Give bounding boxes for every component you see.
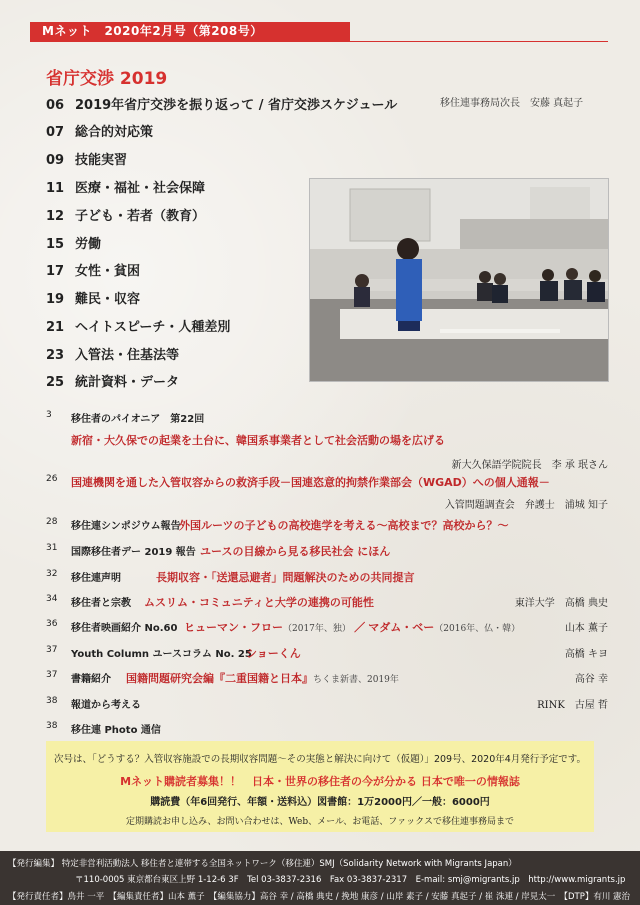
header-rule: [30, 41, 608, 42]
film-info-1: （2017年、独）: [283, 624, 351, 634]
article-title: 新宿・大久保での起業を土台に、韓国系事業者として社会活動の場を広げる: [71, 434, 445, 447]
film-separator: ／: [354, 621, 366, 634]
toc-title: 労働: [75, 237, 102, 252]
toc-title: 技能実習: [75, 153, 128, 168]
toc-item[interactable]: [46, 121, 153, 143]
toc-page-number: 11: [46, 181, 65, 196]
book-title: 国籍問題研究会編『二重国籍と日本』: [126, 672, 313, 685]
toc-item[interactable]: [46, 149, 127, 171]
article-label: 移住者と宗教: [71, 598, 131, 609]
film-title-1: ヒューマン・フロー: [184, 621, 283, 634]
book-info: ちくま新書、2019年: [313, 675, 399, 685]
article-label: 書籍紹介: [71, 674, 111, 685]
toc-item[interactable]: [46, 177, 205, 199]
article-label: 移住者映画紹介 No.60: [71, 623, 178, 634]
subscription-price: 購読費（年6回発行、年額・送料込）図書館：1万2000円／一般：6000円: [150, 797, 490, 808]
article-page-number: 36: [46, 619, 58, 629]
subscription-contact: 定期購読お申し込み、お問い合わせは、Web、メール、お電話、ファックスで移住連事務局まで: [126, 817, 514, 827]
toc-item[interactable]: [46, 233, 101, 255]
toc-page-number: 21: [46, 320, 65, 335]
article-label: Youth Column ユースコラム No. 25: [71, 649, 252, 660]
article-title: ショーくん: [246, 647, 301, 660]
article-author: 東洋大学 高橋 典史: [514, 598, 608, 609]
toc-item[interactable]: [46, 205, 205, 227]
film-title-2: マダム・ベー: [368, 621, 435, 634]
footer-credits: 【発行責任者】鳥井 一平 【編集責任者】山本 薫子 【編集協力】高谷 幸 / 高橋 典史 / 挽地 康彦 / 山岸 素子 / 安藤 真起子 / 崔 洙連 / 岸見太一 【DTP】有川 憲治: [8, 892, 631, 902]
article-label: 国際移住者デー 2019 報告: [71, 547, 196, 558]
article-author: 高谷 幸: [574, 674, 608, 685]
article-author: RINK 古屋 哲: [537, 700, 608, 711]
article-page-number: 3: [46, 410, 52, 420]
toc-item[interactable]: [46, 344, 179, 366]
film-info-2: （2016年、仏・韓）: [434, 624, 521, 634]
article-label: 移住連声明: [71, 573, 121, 584]
toc-title: 女性・貧困: [75, 264, 141, 279]
toc-item[interactable]: [46, 288, 140, 310]
toc-title: 統計資料・データ: [75, 375, 180, 390]
article-page-number: 31: [46, 543, 58, 553]
article-page-number: 38: [46, 721, 58, 731]
toc-page-number: 25: [46, 375, 65, 390]
article-page-number: 37: [46, 670, 58, 680]
article-label: 移住連シンポジウム報告: [71, 521, 181, 532]
subscription-notice: [46, 741, 594, 832]
article-title: 国連機関を通した入管収容からの救済手段－国連恣意的拘禁作業部会（WGAD）への個人通報－: [71, 476, 550, 489]
article-title: 外国ルーツの子どもの高校進学を考える～高校まで？高校から？～: [179, 519, 509, 532]
article-title: 長期収容・「送還忌避者」問題解決のための共同提言: [156, 571, 415, 584]
article-title: ユースの目線から見る移民社会 にほん: [200, 545, 391, 558]
article-page-number: 38: [46, 696, 58, 706]
article-label: 移住者のパイオニア 第22回: [71, 414, 205, 425]
issue-header: Mネット 2020年2月号（第208号）: [30, 22, 350, 41]
toc-page-number: 06: [46, 98, 65, 113]
toc-page-number: 12: [46, 209, 65, 224]
toc-item[interactable]: [46, 94, 584, 116]
toc-page-number: 17: [46, 264, 65, 279]
publisher-footer: [0, 851, 640, 905]
toc-page-number: 23: [46, 348, 65, 363]
section-title: 省庁交渉 2019: [46, 69, 168, 89]
toc-page-number: 15: [46, 237, 65, 252]
article-page-number: 26: [46, 474, 58, 484]
toc-title: 医療・福祉・社会保障: [75, 181, 206, 196]
article-label: 移住連 Photo 通信: [71, 725, 161, 736]
article-author: 入管問題調査会 弁護士 浦城 知子: [444, 500, 608, 511]
article-author: 新大久保語学院院長 李 承 珉さん: [451, 460, 608, 471]
meeting-photo-illustration: [310, 179, 609, 382]
article-page-number: 37: [46, 645, 58, 655]
article-page-number: 34: [46, 594, 58, 604]
toc-title: 入管法・住基法等: [75, 348, 180, 363]
toc-title: 総合的対応策: [75, 125, 154, 140]
toc-page-number: 07: [46, 125, 65, 140]
meeting-photo: [309, 178, 609, 382]
article-author: 高橋 キヨ: [564, 649, 608, 660]
footer-publisher: 【発行編集】 特定非営利活動法人 移住者と連帯する全国ネットワーク（移住連）SMJ（Solidarity Network with Migrants Japan）: [8, 859, 517, 869]
next-issue-text: 次号は、「どうする？入管収容施設での長期収容問題～その実態と解決に向けて（仮題）」209号、2020年4月発行予定です。: [53, 754, 587, 765]
toc-title: 難民・収容: [75, 292, 141, 307]
article-page-number: 28: [46, 517, 58, 527]
article-author: 山本 薫子: [564, 623, 608, 634]
article-title: ムスリム・コミュニティと大学の連携の可能性: [144, 596, 374, 609]
footer-address: 〒110-0005 東京都台東区上野 1-12-6 3F Tel 03-3837-2316 Fax 03-3837-2317 E-mail: smj@migrants.jp http://www.migrants.jp: [75, 875, 626, 885]
toc-page-number: 09: [46, 153, 65, 168]
toc-item[interactable]: [46, 371, 179, 393]
toc-item[interactable]: [46, 260, 140, 282]
subscription-headline: Mネット購読者募集！！ 日本・世界の移住者の今が分かる 日本で唯一の情報誌: [120, 775, 520, 788]
toc-title: 子ども・若者（教育）: [75, 209, 206, 224]
toc-title: 2019年省庁交渉を振り返って / 省庁交渉スケジュール: [75, 98, 398, 113]
article-page-number: 32: [46, 569, 58, 579]
article-label: 報道から考える: [71, 700, 141, 711]
toc-title: ヘイトスピーチ・人種差別: [75, 320, 231, 335]
toc-item[interactable]: [46, 316, 230, 338]
toc-author: 移住連事務局次長 安藤 真起子: [440, 98, 584, 109]
toc-page-number: 19: [46, 292, 65, 307]
